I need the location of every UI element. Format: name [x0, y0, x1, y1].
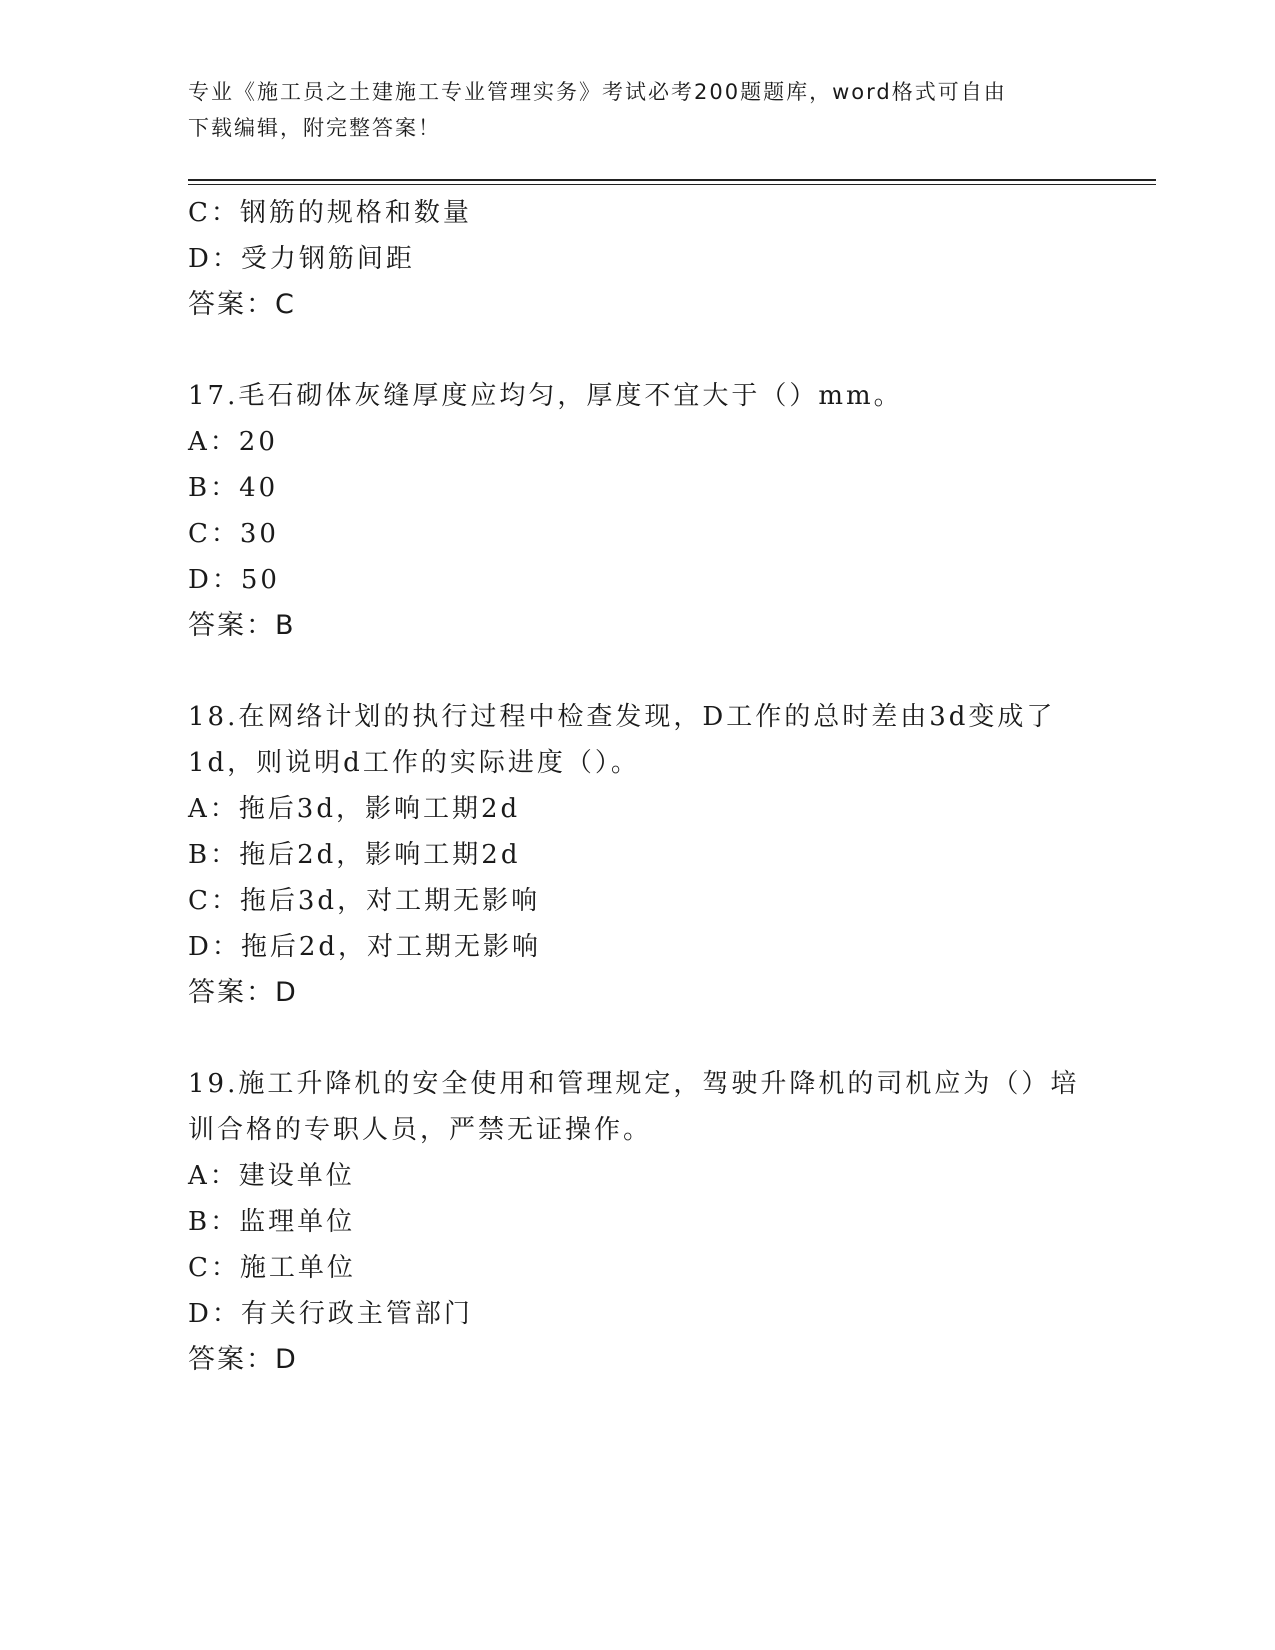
question-text-cont: 1d，则说明d工作的实际进度（）。: [188, 748, 640, 778]
question-18: [188, 694, 1088, 1016]
option-a: A：拖后3d，影响工期2d: [188, 794, 521, 824]
option-a: A：20: [188, 427, 278, 457]
option-d: D：受力钢筋间距: [188, 244, 415, 274]
option-d: D：50: [188, 565, 280, 595]
option-c: C：拖后3d，对工期无影响: [188, 886, 541, 916]
option-d: D：有关行政主管部门: [188, 1299, 473, 1329]
question-text: 18.在网络计划的执行过程中检查发现，D工作的总时差由3d变成了: [188, 702, 1056, 732]
question-text: 17.毛石砌体灰缝厚度应均匀，厚度不宜大于（）mm。: [188, 381, 903, 411]
option-d: D：拖后2d，对工期无影响: [188, 932, 542, 962]
option-b: B：拖后2d，影响工期2d: [188, 840, 521, 870]
spacer: [188, 328, 1088, 373]
header-divider-thin: [188, 184, 1156, 185]
question-17: [188, 373, 1088, 649]
question-content: [188, 190, 1088, 1383]
prev-question-block: [188, 190, 1088, 328]
option-c: C：30: [188, 519, 279, 549]
question-19: [188, 1061, 1088, 1383]
question-text-cont: 训合格的专职人员，严禁无证操作。: [188, 1115, 653, 1145]
answer-line: 答案：B: [188, 610, 296, 641]
header-line-2: 下载编辑，附完整答案！: [188, 116, 441, 140]
document-header: [188, 74, 1088, 146]
header-line-1: 专业《施工员之土建施工专业管理实务》考试必考200题题库，word格式可自由: [188, 80, 1007, 104]
header-divider: [188, 179, 1156, 181]
answer-line: 答案：D: [188, 1344, 298, 1375]
spacer: [188, 649, 1088, 694]
option-b: B：监理单位: [188, 1207, 356, 1237]
option-b: B：40: [188, 473, 279, 503]
answer-line: 答案：D: [188, 977, 298, 1008]
spacer: [188, 1016, 1088, 1061]
option-c: C：钢筋的规格和数量: [188, 198, 472, 228]
option-c: C：施工单位: [188, 1253, 356, 1283]
question-text: 19.施工升降机的安全使用和管理规定，驾驶升降机的司机应为（）培: [188, 1069, 1080, 1099]
option-a: A：建设单位: [188, 1161, 355, 1191]
answer-line: 答案：C: [188, 289, 296, 320]
